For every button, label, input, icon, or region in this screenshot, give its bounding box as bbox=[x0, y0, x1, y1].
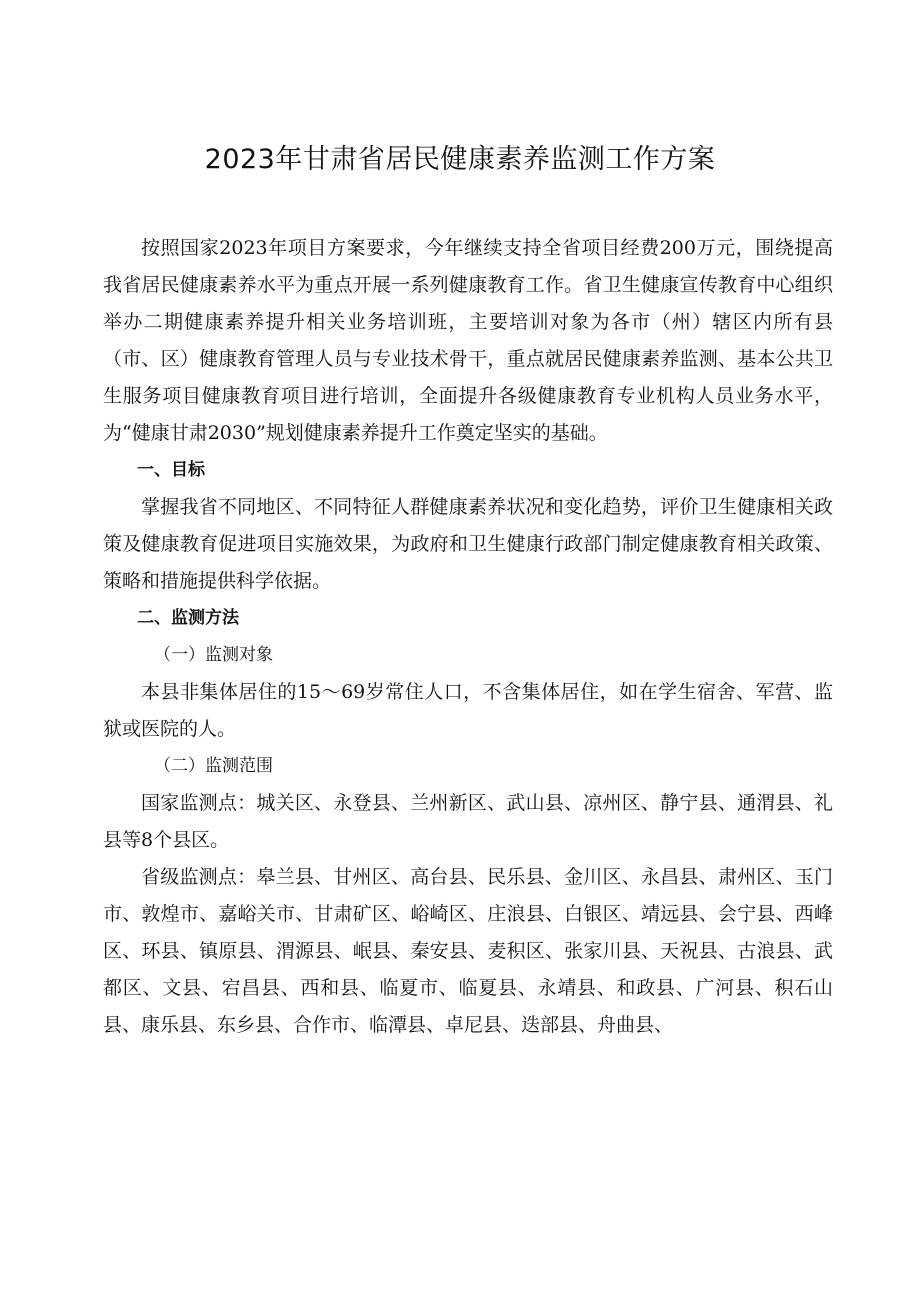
provincial-sites-paragraph: 省级监测点：皋兰县、甘州区、高台县、民乐县、金川区、永昌县、肃州区、玉门市、敦煌市、嘉峪关市、甘肃矿区、峪崎区、庄浪县、白银区、靖远县、会宁县、西峰区、环县、镇原县、渭源县、岷县、秦安县、麦积区、张家川县、天祝县、古浪县、武都区、文县、宕昌县、西和县、临夏市、临夏县、永靖县、和政县、广河县、积石山县、康乐县、东乡县、合作市、临潭县、卓尼县、迭部县、舟曲县、 bbox=[103, 866, 833, 1036]
national-sites-paragraph: 国家监测点：城关区、永登县、兰州新区、武山县、凉州区、静宁县、通渭县、礼县等8个县区。 bbox=[103, 792, 833, 851]
subsection-heading-scope: （二）监测范围 bbox=[154, 756, 273, 776]
document-title: 2023年甘肃省居民健康素养监测工作方案 bbox=[204, 144, 716, 175]
intro-paragraph: 按照国家2023年项目方案要求，今年继续支持全省项目经费200万元，围绕提高我省居民健康素养水平为重点开展一系列健康教育工作。省卫生健康宣传教育中心组织举办二期健康素养提升相关业务培训班，主要培训对象为各市（州）辖区内所有县（市、区）健康教育管理人员与专业技术骨干，重点就居民健康素养监测、基本公共卫生服务项目健康教育项目进行培训，全面提升各级健康教育专业机构人员业务水平，为“健康甘肃2030”规划健康素养提升工作奠定坚实的基础。 bbox=[103, 237, 833, 444]
subjects-paragraph: 本县非集体居住的15～69岁常住人口，不含集体居住，如在学生宿舍、军营、监狱或医院的人。 bbox=[103, 681, 833, 740]
section-heading-goals: 一、目标 bbox=[137, 460, 205, 480]
goals-paragraph: 掌握我省不同地区、不同特征人群健康素养状况和变化趋势，评价卫生健康相关政策及健康教育促进项目实施效果，为政府和卫生健康行政部门制定健康教育相关政策、策略和措施提供科学依据。 bbox=[103, 496, 833, 592]
subsection-heading-subjects: （一）监测对象 bbox=[154, 645, 273, 665]
section-heading-methods: 二、监测方法 bbox=[137, 608, 239, 628]
document-body bbox=[103, 230, 833, 1044]
